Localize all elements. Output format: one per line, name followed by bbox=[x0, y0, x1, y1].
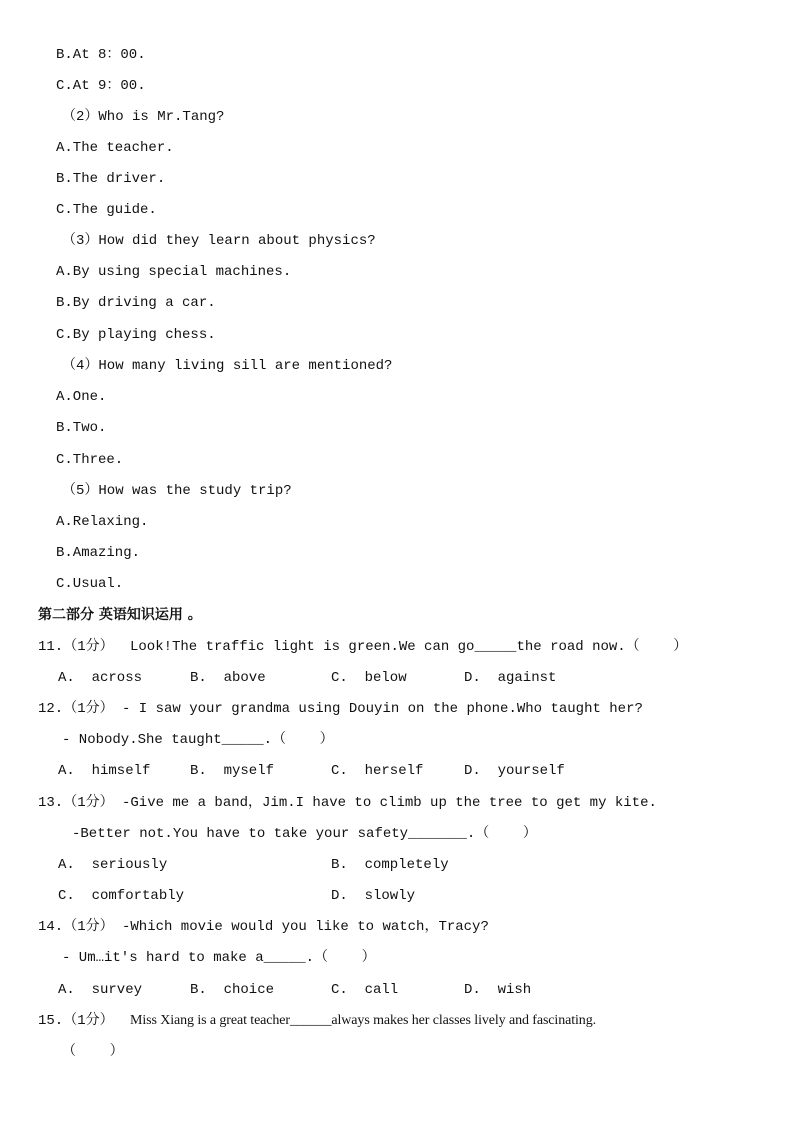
q5-prompt: （5）How was the study trip? bbox=[62, 483, 292, 499]
q12-stem-reply: - Nobody.She taught_____.（ ） bbox=[62, 732, 334, 748]
q12-stem: - I saw your grandma using Douyin on the phone.Who taught her? bbox=[122, 701, 643, 717]
q11-option-b: B. above bbox=[190, 670, 266, 686]
q14-stem-reply: - Um…it's hard to make a_____.（ ） bbox=[62, 950, 376, 966]
q4-option-c: C.Three. bbox=[56, 452, 124, 468]
q4-option-b: B.Two. bbox=[56, 420, 107, 436]
q14-option-d: D. wish bbox=[464, 982, 532, 998]
q2-option-b: B.The driver. bbox=[56, 171, 166, 187]
q15-number: 15.（1分） bbox=[38, 1013, 114, 1029]
q12-option-a: A. himself bbox=[58, 763, 151, 779]
q3-option-a: A.By using special machines. bbox=[56, 264, 292, 280]
q14-stem: -Which movie would you like to watch，Tracy? bbox=[122, 919, 489, 935]
q2-prompt: （2）Who is Mr.Tang? bbox=[62, 109, 225, 125]
q12-number: 12.（1分） bbox=[38, 701, 114, 717]
q14-option-c: C. call bbox=[331, 982, 399, 998]
q11-number: 11.（1分） bbox=[38, 639, 114, 655]
q13-option-c: C. comfortably bbox=[58, 888, 185, 904]
q13-option-a: A. seriously bbox=[58, 857, 168, 873]
section-title: 第二部分 英语知识运用 。 bbox=[38, 607, 202, 623]
q11-option-a: A. across bbox=[58, 670, 143, 686]
q13-stem: -Give me a band，Jim.I have to climb up the tree to get my kite. bbox=[122, 795, 657, 811]
q2-option-a: A.The teacher. bbox=[56, 140, 174, 156]
q12-option-c: C. herself bbox=[331, 763, 424, 779]
q4-option-a: A.One. bbox=[56, 389, 107, 405]
q15-stem: Miss Xiang is a great teacher______always makes her classes lively and fascinating. bbox=[130, 1013, 596, 1028]
q3-option-c: C.By playing chess. bbox=[56, 327, 216, 343]
q3-option-b: B.By driving a car. bbox=[56, 295, 216, 311]
q14-number: 14.（1分） bbox=[38, 919, 114, 935]
q13-option-d: D. slowly bbox=[331, 888, 416, 904]
q5-option-b: B.Amazing. bbox=[56, 545, 141, 561]
q11-stem: Look!The traffic light is green.We can go_____the road now.（ ） bbox=[130, 639, 688, 655]
q4-prompt: （4）How many living sill are mentioned? bbox=[62, 358, 393, 374]
q5-option-a: A.Relaxing. bbox=[56, 514, 149, 530]
q3-prompt: （3）How did they learn about physics? bbox=[62, 233, 376, 249]
q2-option-c: C.The guide. bbox=[56, 202, 157, 218]
q12-option-d: D. yourself bbox=[464, 763, 565, 779]
q1-option-c: C.At 9：00. bbox=[56, 78, 146, 94]
q5-option-c: C.Usual. bbox=[56, 576, 124, 592]
q13-stem-reply: -Better not.You have to take your safety_______.（ ） bbox=[72, 826, 537, 842]
q13-number: 13.（1分） bbox=[38, 795, 114, 811]
q13-option-b: B. completely bbox=[331, 857, 449, 873]
q15-answer-bracket: （ ） bbox=[62, 1044, 124, 1060]
q11-option-c: C. below bbox=[331, 670, 407, 686]
q14-option-b: B. choice bbox=[190, 982, 275, 998]
q11-option-d: D. against bbox=[464, 670, 557, 686]
q12-option-b: B. myself bbox=[190, 763, 275, 779]
q1-option-b: B.At 8：00. bbox=[56, 47, 146, 63]
q14-option-a: A. survey bbox=[58, 982, 143, 998]
